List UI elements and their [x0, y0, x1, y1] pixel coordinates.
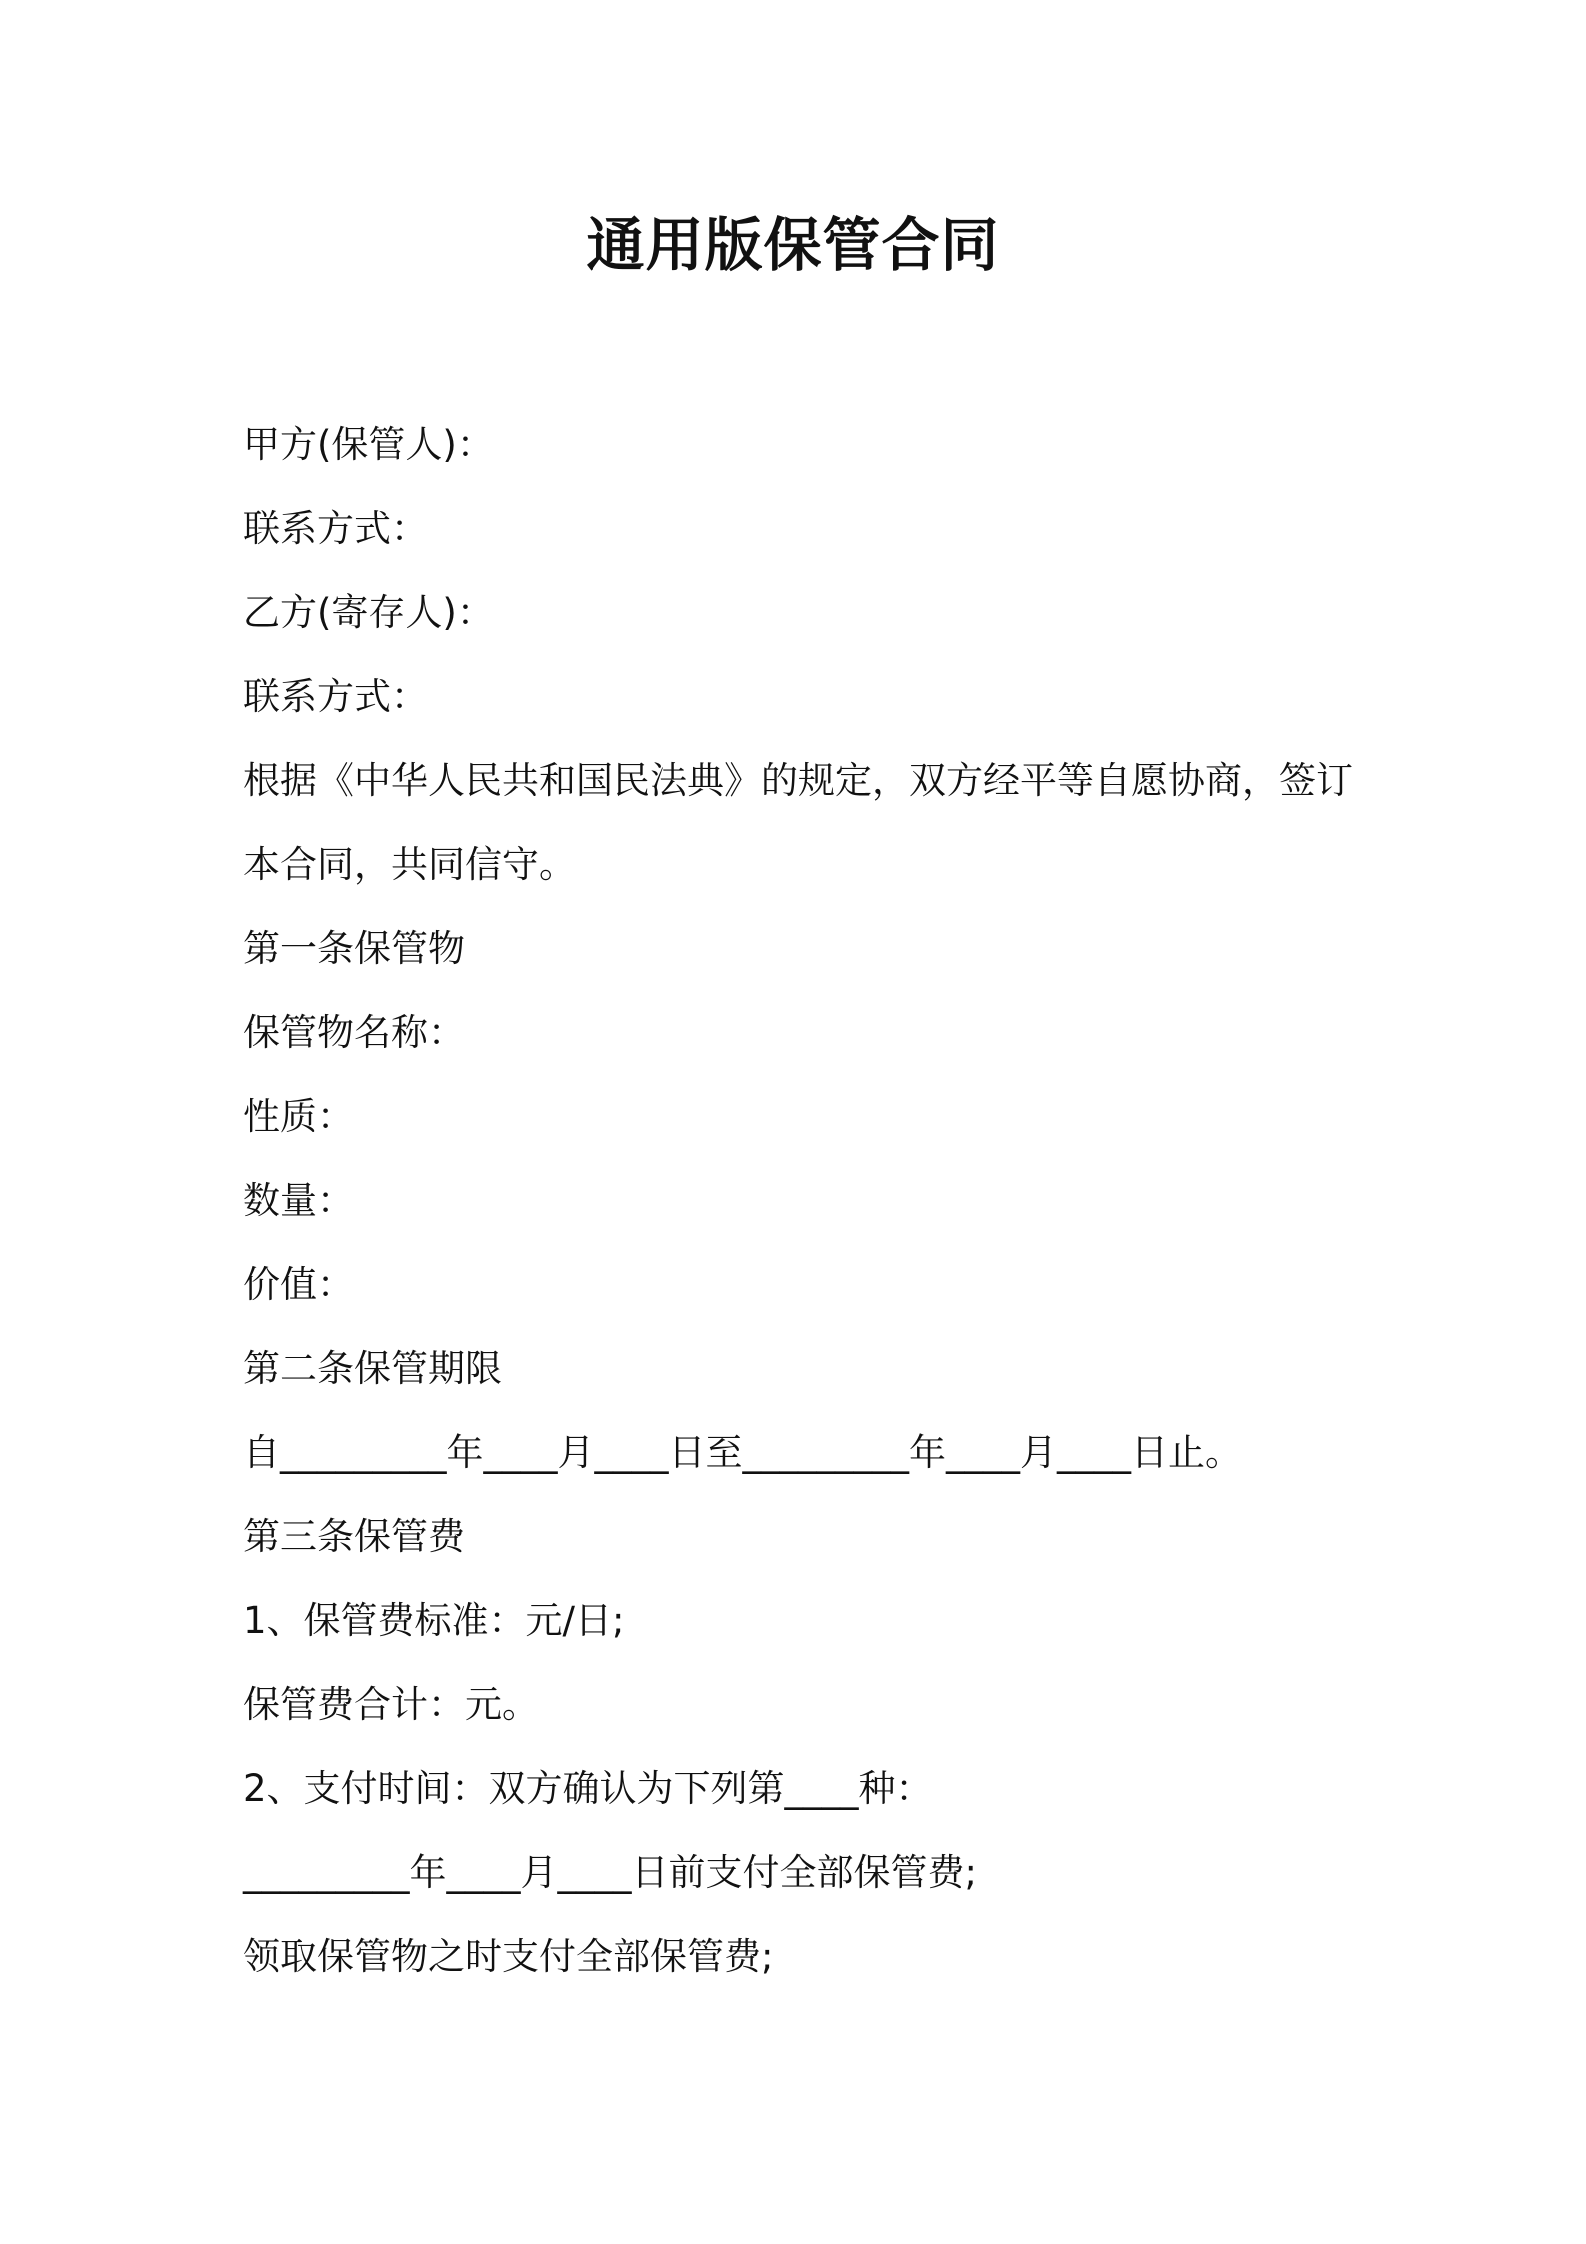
article-3-heading: 第三条保管费	[243, 1515, 465, 1558]
item-value-line: 价值：	[243, 1263, 354, 1306]
article-1-heading: 第一条保管物	[243, 927, 465, 970]
payment-option-date-line: _________年____月____日前支付全部保管费;	[243, 1851, 977, 1894]
document-title: 通用版保管合同	[586, 211, 1000, 279]
storage-period-line: 自_________年____月____日至_________年____月____日止。	[243, 1431, 1242, 1474]
fee-standard-line: 1、保管费标准：元/日;	[243, 1599, 625, 1642]
payment-time-line: 2、支付时间：双方确认为下列第____种：	[243, 1767, 933, 1810]
fee-total-line: 保管费合计：元。	[243, 1683, 539, 1726]
article-2-heading: 第二条保管期限	[243, 1347, 502, 1390]
party-a-contact-line: 联系方式：	[243, 507, 428, 550]
document-body	[243, 403, 1363, 1999]
party-a-line: 甲方(保管人)：	[243, 423, 494, 466]
item-quantity-line: 数量：	[243, 1179, 354, 1222]
legal-basis-line-2: 本合同，共同信守。	[243, 843, 576, 886]
item-nature-line: 性质：	[243, 1095, 354, 1138]
item-name-line: 保管物名称：	[243, 1011, 465, 1054]
party-b-contact-line: 联系方式：	[243, 675, 428, 718]
party-b-line: 乙方(寄存人)：	[243, 591, 494, 634]
legal-basis-line-1: 根据《中华人民共和国民法典》的规定，双方经平等自愿协商，签订	[243, 759, 1353, 802]
payment-option-collection-line: 领取保管物之时支付全部保管费;	[243, 1935, 774, 1978]
